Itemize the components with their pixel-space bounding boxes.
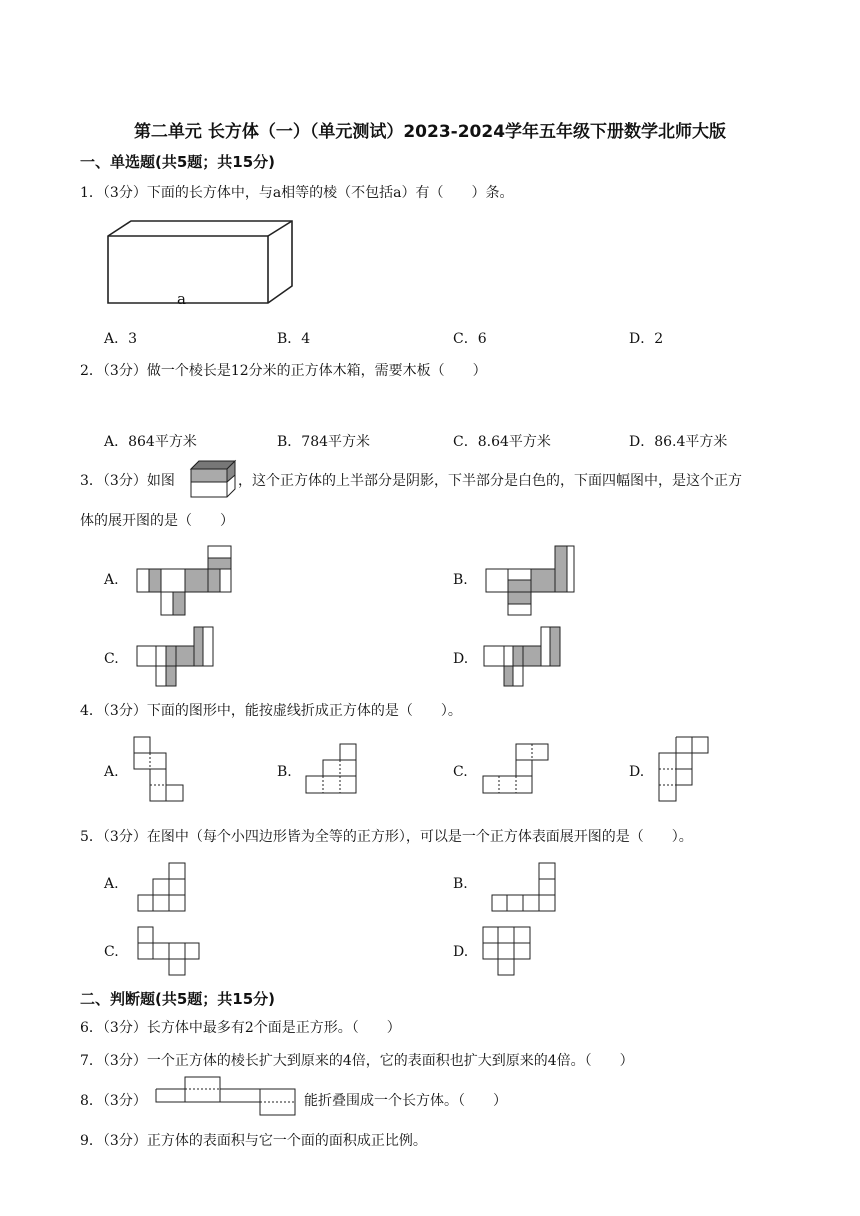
q5-option-d[interactable]: D. [453, 944, 469, 960]
q1-option-b[interactable]: B．4 [277, 331, 311, 347]
q3-option-a[interactable]: A. [104, 572, 119, 588]
cuboid-net-figure[interactable] [155, 1076, 301, 1120]
q4-net-c[interactable] [482, 743, 552, 799]
q3-net-a[interactable] [137, 546, 237, 618]
q3-option-d[interactable]: D. [453, 651, 469, 667]
question-3-text-start: 3．（3分）如图 [80, 473, 175, 489]
q4-net-b[interactable] [305, 743, 359, 799]
question-4-text: 4．（3分）下面的图形中，能按虚线折成正方体的是（ ）。 [80, 703, 462, 719]
q4-option-d[interactable]: D. [629, 764, 645, 780]
q3-net-b[interactable] [486, 546, 578, 618]
edge-label-a: a [177, 290, 186, 308]
question-5-text: 5．（3分）在图中（每个小四边形皆为全等的正方形），可以是一个正方体表面展开图的是（ ）。 [80, 829, 693, 845]
section-heading-true-false: 二、判断题(共5题；共15分) [80, 990, 276, 1008]
q4-option-c[interactable]: C. [453, 764, 468, 780]
q3-net-d[interactable] [484, 626, 566, 690]
q1-option-d[interactable]: D．2 [629, 331, 664, 347]
q4-option-b[interactable]: B. [277, 764, 292, 780]
q5-net-c[interactable] [137, 926, 203, 978]
q5-option-a[interactable]: A. [104, 876, 119, 892]
question-8-text-start: 8．（3分） [80, 1093, 147, 1109]
q5-net-d[interactable] [482, 926, 534, 978]
question-2-text: 2．（3分）做一个棱长是12分米的正方体木箱，需要木板（ ） [80, 363, 487, 379]
q3-option-c[interactable]: C. [104, 651, 119, 667]
question-8-text-rest: 能折叠围成一个长方体。（ ） [304, 1093, 507, 1109]
q2-option-c[interactable]: C．8.64平方米 [453, 434, 551, 450]
q3-option-b[interactable]: B. [453, 572, 468, 588]
q3-net-c[interactable] [137, 626, 217, 690]
section-heading-single-choice: 一、单选题(共5题；共15分) [80, 153, 276, 171]
q5-net-a[interactable] [137, 862, 189, 914]
q1-option-a[interactable]: A．3 [104, 331, 138, 347]
q2-option-d[interactable]: D．86.4平方米 [629, 434, 728, 450]
question-1-text: 1．（3分）下面的长方体中，与a相等的棱（不包括a）有（ ）条。 [80, 185, 514, 201]
q5-option-c[interactable]: C. [104, 944, 119, 960]
q4-option-a[interactable]: A. [104, 764, 119, 780]
q4-net-a[interactable] [133, 736, 187, 806]
half-shaded-cube-icon [189, 459, 237, 501]
page-title: 第二单元 长方体（一）（单元测试）2023-2024学年五年级下册数学北师大版 [133, 122, 727, 142]
question-7-text: 7．（3分）一个正方体的棱长扩大到原来的4倍，它的表面积也扩大到原来的4倍。（ ） [80, 1053, 634, 1069]
q2-option-a[interactable]: A．864平方米 [104, 434, 197, 450]
question-6-text: 6．（3分）长方体中最多有2个面是正方形。（ ） [80, 1020, 401, 1036]
q5-net-b[interactable] [491, 862, 559, 914]
q1-option-c[interactable]: C．6 [453, 331, 487, 347]
q4-net-d[interactable] [658, 736, 712, 806]
cuboid-figure [104, 219, 294, 309]
q5-option-b[interactable]: B. [453, 876, 468, 892]
question-9-text: 9．（3分）正方体的表面积与它一个面的面积成正比例。 [80, 1133, 427, 1149]
question-3-text-rest: ，这个正方体的上半部分是阴影，下半部分是白色的，下面四幅图中，是这个正方 [238, 473, 742, 489]
question-3-text-line2: 体的展开图的是（ ） [80, 513, 234, 529]
q2-option-b[interactable]: B．784平方米 [277, 434, 371, 450]
